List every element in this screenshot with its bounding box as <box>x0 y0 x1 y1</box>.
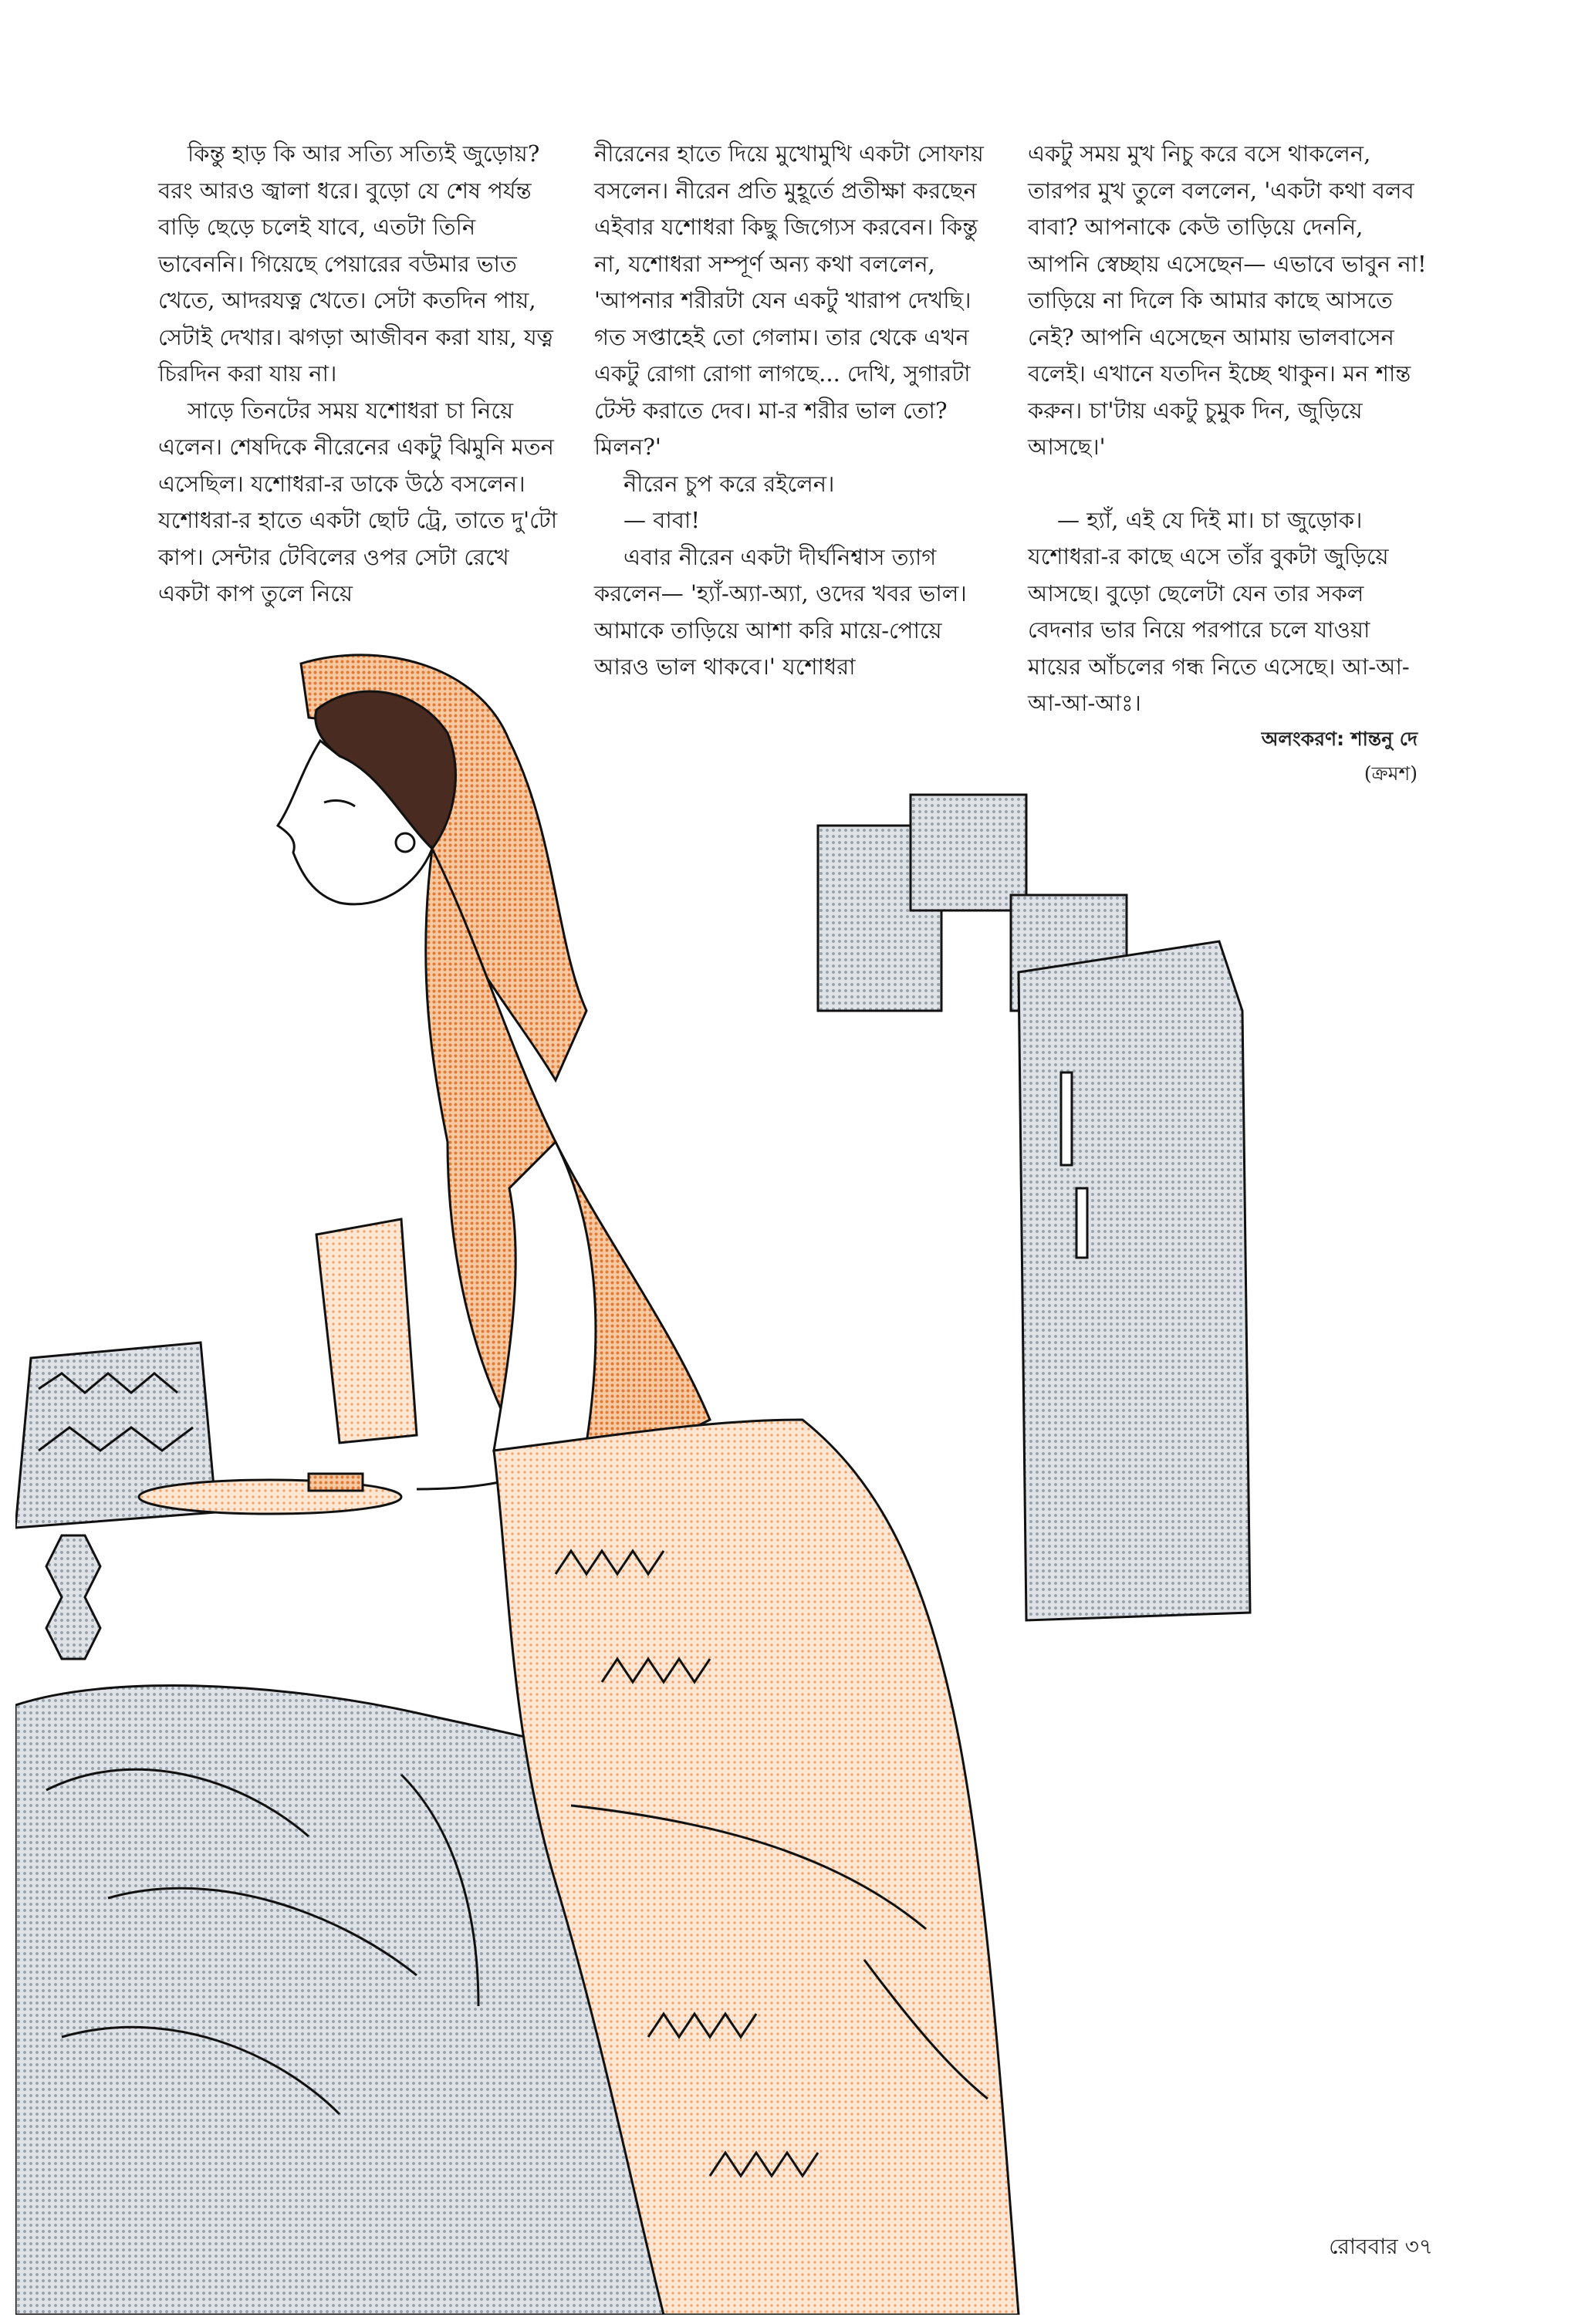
paragraph: সাড়ে তিনটের সময় যশোধরা চা নিয়ে এলেন। শেষদিকে নীরেনের একটু ঝিমুনি মতন এসেছিল। যশোধরা-র ডাকে উঠে বসলেন। যশোধরা-র হাতে একটা ছোট ট্রে, তাতে দু'টো কাপ। সেন্টার টেবিলের ওপর সেটা রেখে একটা কাপ তুলে নিয়ে <box>158 397 558 606</box>
illustration <box>15 648 1266 2315</box>
article-column-2 <box>594 136 995 686</box>
article-column-3 <box>1028 136 1429 722</box>
paragraph: নীরেন চুপ করে রইলেন। <box>623 470 835 497</box>
page-folio: রোববার ৩৭ <box>1329 2234 1433 2259</box>
wardrobe-shape <box>1019 941 1250 1620</box>
illustration-credit: অলংকরণ: শান্তনু দে <box>1261 728 1418 750</box>
paragraph: কিন্তু হাড় কি আর সত্যি সত্যিই জুড়োয়? বরং আরও জ্বালা ধরে। বুড়ো যে শেষ পর্যন্ত বাড়ি ছেড়ে চলেই যাবে, এতটা তিনি ভাবেননি। গিয়েছে পেয়ারের বউমার ভাত খেতে, আদরযত্ন খেতে। সেটা কতদিন পায়, সেটাই দেখার। ঝগড়া আজীবন করা যায়, যত্ন চিরদিন করা যায় না। <box>158 140 553 387</box>
paragraph: — বাবা! <box>623 507 700 533</box>
paragraph: — হ্যাঁ, এই যে দিই মা। চা জুড়োক। যশোধরা-র কাছে এসে তাঁর বুকটা জুড়িয়ে আসছে। বুড়ো ছেলেটা যেন তার সকল বেদনার ভার নিয়ে পরপারে চলে যাওয়া মায়ের আঁচলের গন্ধ নিতে এসেছে। আ-আ-আ-আ-আঃ। <box>1028 506 1410 716</box>
paragraph: এবার নীরেন একটা দীর্ঘনিশ্বাস ত্যাগ করলেন— 'হ্যাঁ-অ্যা-অ্যা, ওদের খবর ভাল। আমাকে তাড়িয়ে আশা করি মায়ে-পোয়ে আরও ভাল থাকবে।' যশোধরা <box>594 543 967 680</box>
article-body <box>158 136 1427 722</box>
serial-note: (ক্রমশ) <box>1364 762 1418 785</box>
paragraph: নীরেনের হাতে দিয়ে মুখোমুখি একটা সোফায় বসলেন। নীরেন প্রতি মুহূর্তে প্রতীক্ষা করছেন এইবার যশোধরা কিছু জিগ্যেস করবেন। কিন্তু না, যশোধরা সম্পূর্ণ অন্য কথা বললেন, 'আপনার শরীরটা যেন একটু খারাপ দেখছি। গত সপ্তাহেই তো গেলাম। তার থেকে এখন একটু রোগা রোগা লাগছে... দেখি, সুগারটা টেস্ট করাতে দেব। মা-র শরীর ভাল তো? মিলন?' <box>594 140 984 460</box>
paragraph: একটু সময় মুখ নিচু করে বসে থাকলেন, তারপর মুখ তুলে বললেন, 'একটা কথা বলব বাবা? আপনাকে কেউ তাড়িয়ে দেননি, আপনি স্বেচ্ছায় এসেছেন— এভাবে ভাবুন না! তাড়িয়ে না দিলে কি আমার কাছে আসতে নেই? আপনি এসেছেন আমায় ভালবাসেন বলেই। এখানে যতদিন ইচ্ছে থাকুন। মন শান্ত করুন। চা'টায় একটু চুমুক দিন, জুড়িয়ে আসছে।' <box>1028 140 1427 460</box>
article-column-1 <box>158 136 559 613</box>
